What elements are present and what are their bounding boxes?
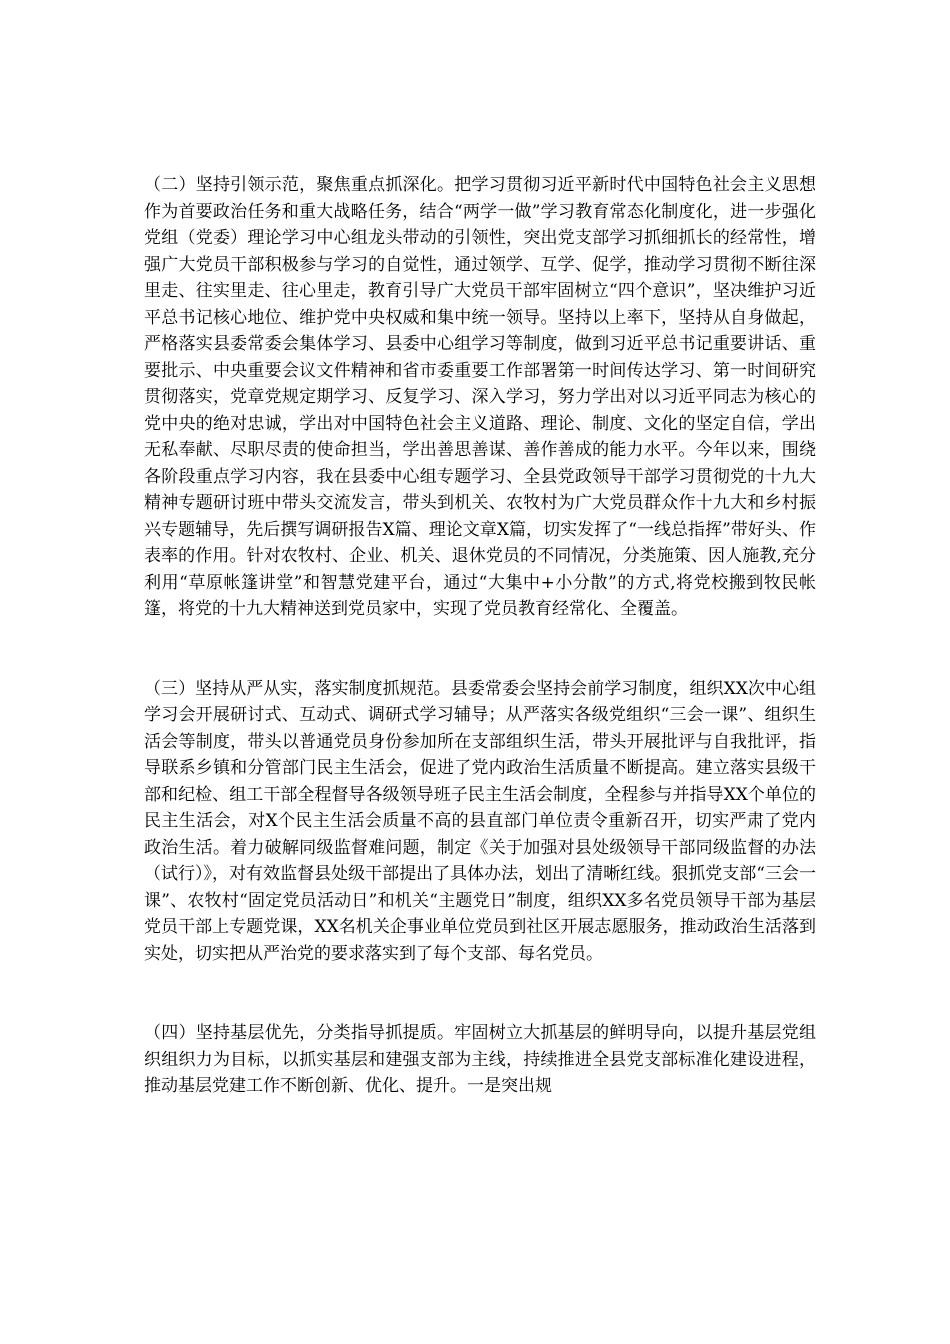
paragraph-four: （四）坚持基层优先，分类指导抓提质。牢固树立大抓基层的鲜明导向，以提升基层党组织组织力为目标，以抓实基层和建强支部为主线，持续推进全县党支部标准化建设进程，推动基层党建工作不断创新、优化、提升。一是突出规 <box>144 1023 816 1096</box>
paragraph-three: （三）坚持从严从实，落实制度抓规范。县委常委会坚持会前学习制度，组织XX次中心组学习会开展研讨式、互动式、调研式学习辅导；从严落实各级党组织“三会一课”、组织生活会等制度，带头以普通党员身份参加所在支部组织生活，带头开展批评与自我批评，指导联系乡镇和分管部门民主生活会，促进了党内政治生活质量不断提高。建立落实县级干部和纪检、组工干部全程督导各级领导班子民主生活会制度，全程参与并指导XX个单位的民主生活会，对X个民主生活会质量不高的县直部门单位责令重新召开，切实严肃了党内政治生活。着力破解同级监督难问题，制定《关于加强对县处级领导干部同级监督的办法（试行）》，对有效监督县处级干部提出了具体办法，划出了清晰红线。狠抓党支部“三会一课”、农牧村“固定党员活动日”和机关“主题党日”制度，组织XX多名党员领导干部为基层党员干部上专题党课，XX名机关企事业单位党员到社区开展志愿服务，推动政治生活落到实处，切实把从严治党的要求落实到了每个支部、每名党员。 <box>144 678 816 964</box>
document-body <box>144 172 816 1100</box>
paragraph-two: （二）坚持引领示范，聚焦重点抓深化。把学习贯彻习近平新时代中国特色社会主义思想作为首要政治任务和重大战略任务，结合“两学一做”学习教育常态化制度化，进一步强化党组（党委）理论学习中心组龙头带动的引领性，突出党支部学习抓细抓长的经常性，增强广大党员干部积极参与学习的自觉性，通过领学、互学、促学，推动学习贯彻不断往深里走、往实里走、往心里走，教育引导广大党员干部牢固树立“四个意识”，坚决维护习近平总书记核心地位、维护党中央权威和集中统一领导。坚持以上率下，坚持从自身做起，严格落实县委常委会集体学习、县委中心组学习等制度，做到习近平总书记重要讲话、重要批示、中央重要会议文件精神和省市委重要工作部署第一时间传达学习、第一时间研究贯彻落实，党章党规定期学习、反复学习、深入学习，努力学出对以习近平同志为核心的党中央的绝对忠诚，学出对中国特色社会主义道路、理论、制度、文化的坚定自信，学出无私奉献、尽职尽责的使命担当，学出善思善谋、善作善成的能力水平。今年以来，围绕各阶段重点学习内容，我在县委中心组专题学习、全县党政领导干部学习贯彻党的十九大精神专题研讨班中带头交流发言，带头到机关、农牧村为广大党员群众作十九大和乡村振兴专题辅导，先后撰写调研报告X篇、理论文章X篇，切实发挥了“一线总指挥”带好头、作表率的作用。针对农牧村、企业、机关、退休党员的不同情况，分类施策、因人施教,充分利用“草原帐篷讲堂”和智慧党建平台，通过“大集中+小分散”的方式,将党校搬到牧民帐篷，将党的十九大精神送到党员家中，实现了党员教育经常化、全覆盖。 <box>144 175 816 619</box>
